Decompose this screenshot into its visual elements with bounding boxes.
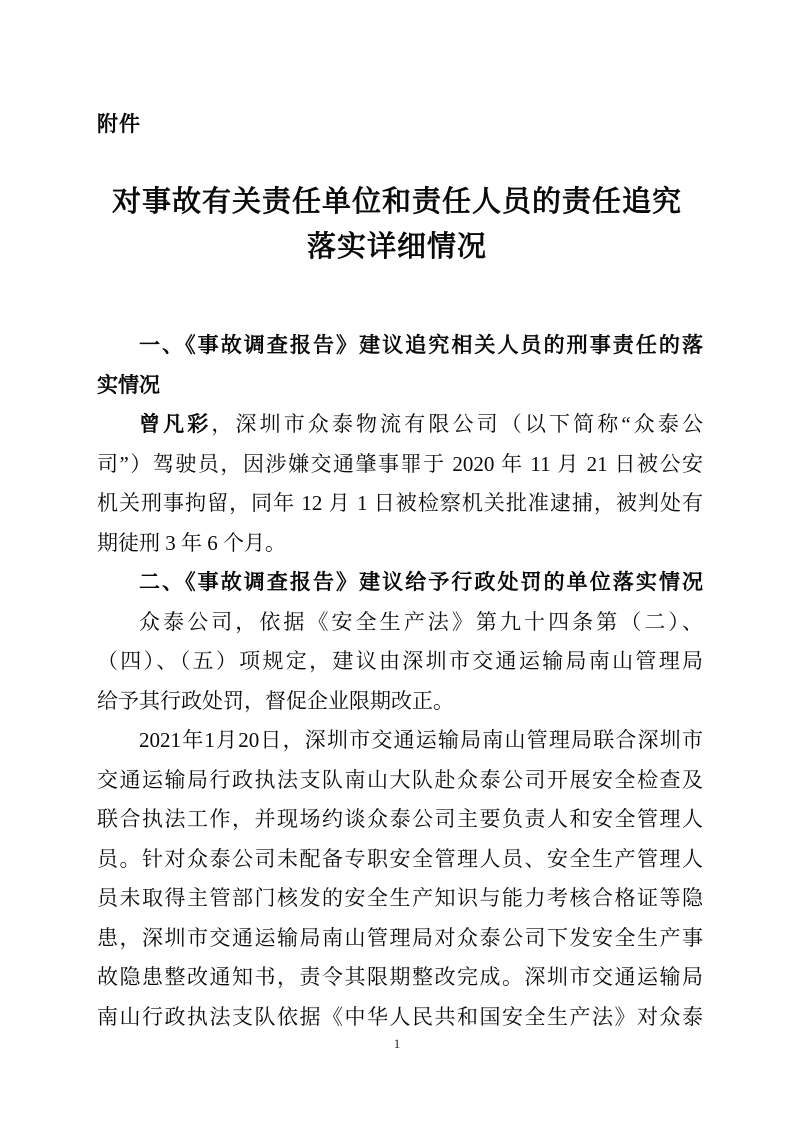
section-2-paragraph-2 [97, 721, 703, 1037]
document-title-line-2: 落实详细情况 [306, 231, 487, 263]
section-1-heading [97, 326, 703, 405]
emphasized-text: 二、《事故调查报告》建议给予行政处罚的单位落实情况 [139, 571, 703, 594]
body-text: 众泰公司，依据《安全生产法》第九十四条第（二）、 [139, 609, 703, 634]
text-line [97, 326, 703, 366]
text-line [97, 879, 703, 919]
text-line [97, 958, 703, 998]
section-1-paragraph [97, 405, 703, 563]
body-text: 2021年1月20日，深圳市交通运输局南山管理局联合深圳市 [139, 728, 703, 752]
body-text: 员未取得主管部门核发的安全生产知识与能力考核合格证等隐 [97, 886, 703, 910]
section-2-heading [97, 563, 703, 603]
document-title [0, 180, 794, 270]
text-line [97, 405, 703, 445]
text-line [97, 919, 703, 959]
text-line [97, 603, 703, 643]
text-line [97, 998, 703, 1038]
body-text: 故隐患整改通知书，责令其限期整改完成。深圳市交通运输局 [97, 965, 703, 989]
emphasized-text: 实情况 [97, 373, 160, 397]
page-number: 1 [393, 1036, 401, 1051]
text-line [97, 840, 703, 880]
body-text: 联合执法工作，并现场约谈众泰公司主要负责人和安全管理人 [97, 807, 703, 831]
text-line [97, 366, 703, 406]
document-body [97, 326, 703, 1037]
text-line [97, 800, 703, 840]
text-line [97, 642, 703, 682]
text-line [97, 524, 703, 564]
body-text: （四）、（五）项规定，建议由深圳市交通运输局南山管理局 [97, 649, 703, 673]
body-text: 司”）驾驶员，因涉嫌交通肇事罪于 2020 年 11 月 21 日被公安 [97, 451, 703, 476]
attachment-label: 附件 [97, 113, 141, 136]
text-line [97, 721, 703, 761]
text-line [97, 563, 703, 603]
section-2-paragraph-1 [97, 603, 703, 722]
body-text: ，深圳市众泰物流有限公司（以下简称“众泰公 [211, 412, 704, 436]
body-text: 员。针对众泰公司未配备专职安全管理人员、安全生产管理人 [97, 846, 703, 871]
body-text: 交通运输局行政执法支队南山大队赴众泰公司开展安全检查及 [97, 767, 703, 792]
document-title-line-1: 对事故有关责任单位和责任人员的责任追究 [111, 186, 682, 218]
body-text: 患，深圳市交通运输局南山管理局对众泰公司下发安全生产事 [97, 925, 703, 950]
body-text: 机关刑事拘留，同年 12 月 1 日被检察机关批准逮捕，被判处有 [97, 491, 703, 515]
text-line [97, 761, 703, 801]
text-line [97, 445, 703, 485]
emphasized-text: 曾凡彩 [139, 412, 212, 436]
text-line [97, 682, 703, 722]
text-line [97, 484, 703, 524]
body-text: 给予其行政处罚，督促企业限期改正。 [97, 688, 454, 713]
body-text: 南山行政执法支队依据《中华人民共和国安全生产法》对众泰 [97, 1004, 703, 1029]
body-text: 期徒刑 3 年 6 个月。 [97, 530, 286, 555]
emphasized-text: 一、《事故调查报告》建议追究相关人员的刑事责任的落 [139, 334, 703, 357]
